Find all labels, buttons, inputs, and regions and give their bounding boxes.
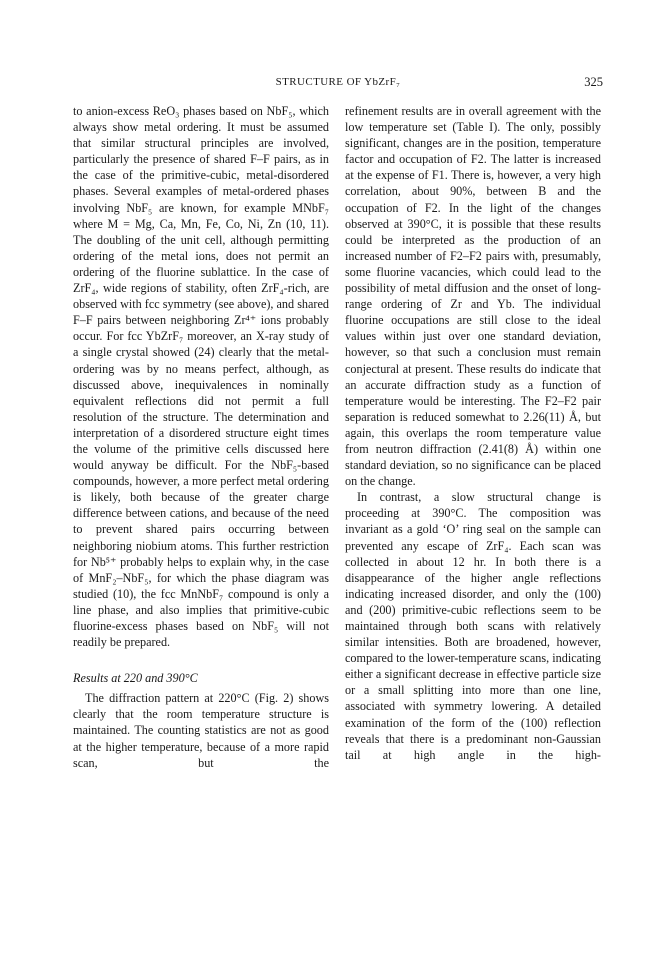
body-paragraph: In contrast, a slow structural change is proceeding at 390°C. The composition was invariant as a gold ‘O’ ring seal on the sample can prevented any escape of ZrF₄. Each scan was collected in about 12 hr. In both there is a disappearance of the higher angle reflections indicating increased disorder, and only the (100) and (200) primitive-cubic reflections seem to be maintained through both scans with relatively similar intensities. Both are broadened, however, compared to the lower-temperature scans, indicating either a significant decrease in effective particle size or a small splitting into more than one line, associated with symmetry lowering. A detailed examination of the form of the (100) reflection reveals that there is a predominant non-Gaussian tail at high angle in the high- (345, 490, 601, 762)
section-heading: Results at 220 and 390°C (73, 671, 198, 686)
page-header (73, 76, 603, 92)
left-column (73, 103, 329, 771)
running-title: STRUCTURE OF YbZrF₇ (275, 76, 401, 88)
body-paragraph: refinement results are in overall agreement with the low temperature set (Table I). The only, possibly significant, changes are in the position, temperature factor and occupation of F2. The latter is increased at the expense of F1. There is, however, a very high correlation, about 90%, between B and the occupation of F2. In the light of the changes observed at 390°C, it is possible that these results could be interpreted as the production of an increased number of F2–F2 pairs with, presumably, some fluorine vacancies, which could lead to the possibility of metal diffusion and the onset of long-range ordering of Zr and Yb. The individual fluorine occupations are still close to the ideal values within just over one standard deviation, however, so that such a conclusion must remain conjectural at present. These results do indicate that an accurate diffraction study as a function of temperature would be interesting. The F2–F2 pair separation is reduced somewhat to 2.26(11) Å, but again, this overlaps the room temperature value from neutron diffraction (2.41(8) Å) within one standard deviation, so no significance can be placed on the change. (345, 104, 601, 489)
body-paragraph: to anion-excess ReO₃ phases based on NbF₅, which always show metal ordering. It must be assumed that similar structural principles are involved, particularly the presence of shared F–F pairs, as in the case of the primitive-cubic, metal-disordered phases. Several examples of metal-ordered phases involving NbF₅ are known, for example MNbF₇ where M = Mg, Ca, Mn, Fe, Co, Ni, Zn (10, 11). The doubling of the unit cell, although permitting ordering of the metal ions, does not permit an ordering of the fluorine sublattice. In the case of ZrF₄, wide regions of stability, often ZrF₄-rich, are observed with fcc symmetry (see above), and shared F–F pairs between neighboring Zr⁴⁺ ions probably occur. For fcc YbZrF₇ moreover, an X-ray study of a single crystal showed (24) clearly that the metal-ordering was by no means perfect, although, as discussed above, inequivalences in nominally equivalent reflections did not permit a full resolution of the structure. The determination and interpretation of a disordered structure eight times the volume of the primitive cells discussed here would anyway be difficult. For the NbF₅-based compounds, however, a more perfect metal ordering is likely, both because of the greater charge difference between cations, and because of the need to prevent shared pairs occurring between neighboring niobium atoms. This further restriction for Nb⁵⁺ probably helps to explain why, in the case of MnF₂–NbF₅, for which the phase diagram was studied (10), the fcc MnNbF₇ compound is only a line phase, and also implies that primitive-cubic fluorine-excess phases based on NbF₅ will not readily be prepared. (73, 104, 329, 650)
body-paragraph: The diffraction pattern at 220°C (Fig. 2) shows clearly that the room temperature structure is maintained. The counting statistics are not as good at the higher temperature, because of a more rapid scan, but the (73, 691, 329, 770)
right-column (345, 103, 601, 763)
page-number: 325 (584, 75, 603, 89)
